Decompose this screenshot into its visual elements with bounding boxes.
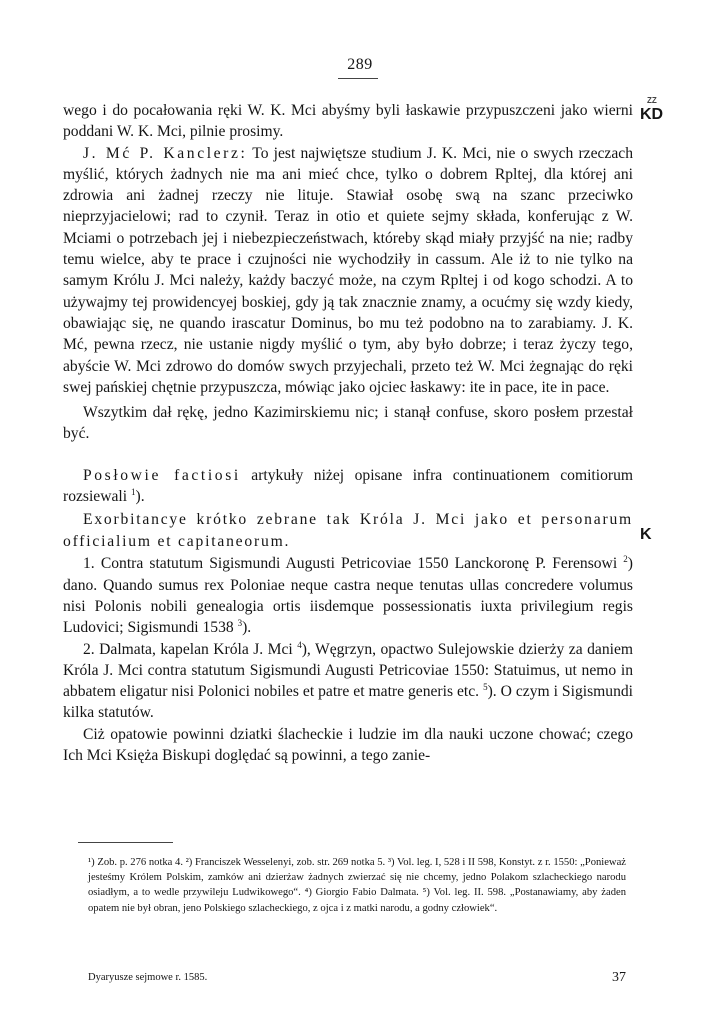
footnote-ref: 1 bbox=[131, 486, 136, 497]
margin-label-kd: KD bbox=[640, 106, 664, 123]
margin-superscript: ZZ bbox=[647, 96, 657, 105]
item-2-text: 2. Dalmata, kapelan Króla J. Mci bbox=[83, 640, 293, 658]
main-text bbox=[63, 100, 633, 766]
paragraph-item-1 bbox=[63, 553, 633, 638]
footnote-ref: 4 bbox=[297, 639, 302, 650]
item-1-continued: ) dano. Quando sumus rex Poloniae neque castra neque tenutas ullas concredere volumus nisi Polonis nobili genealogia ortis iisdemque possessionatis iuxta privilegium regis Ludovici; Sigismundi 1538 bbox=[63, 555, 633, 637]
paragraph-4-end: ). bbox=[135, 488, 145, 506]
footnote-block: ¹) Zob. p. 276 notka 4. ²) Franciszek Wesselenyi, zob. str. 269 notka 5. ³) Vol. leg. I, 528 i II 598, Konstyt. z r. 1550: „Ponieważ jesteśmy Królem Polskim, zamków ani dzierżaw żadnych zwierzać się nie chcemy, jedno Polakom szlacheckiego narodu osiadłym, a to wedle przywileju Ludwikowego“. ⁴) Giorgio Fabio Dalmata. ⁵) Vol. leg. II. 598. „Postanawiamy, aby żaden opatem nie był obran, jeno Polskiego szlacheckiego, z ojca i z matki narodu, a godny człowiek“. bbox=[88, 857, 626, 914]
signature-mark: 37 bbox=[612, 970, 626, 985]
paragraph-2 bbox=[63, 143, 633, 399]
paragraph-item-2 bbox=[63, 639, 633, 724]
paragraph-7: Ciż opatowie powinni dziatki ślacheckie i ludzie im dla nauki uczone chować; czego Ich Mci Księża Biskupi doględać są powinni, a tego zanie- bbox=[63, 725, 633, 765]
paragraph-4 bbox=[63, 465, 633, 508]
page-number: 289 bbox=[347, 56, 373, 73]
item-1-end: ). bbox=[242, 619, 252, 637]
paragraph-1: wego i do pocałowania ręki W. K. Mci abyśmy byli łaskawie przypuszczeni jako wierni poddani W. K. Mci, pilnie prosimy. bbox=[63, 102, 633, 141]
paragraph-4-lead: Posłowie factiosi bbox=[83, 466, 241, 484]
paragraph-4-text: artykuły niżej opisane infra continuationem comitiorum rozsiewali bbox=[63, 466, 633, 506]
section-heading: Exorbitancye krótko zebrane tak Króla J. Mci jako et personarum officialium et capitaneorum. bbox=[63, 511, 633, 551]
item-2-end: ). O czym i Sigismundi kilka statutów. bbox=[63, 683, 633, 722]
speaker-name: J. Mć P. Kanclerz: bbox=[83, 144, 248, 162]
page-footer bbox=[88, 972, 626, 983]
footnote-ref: 2 bbox=[623, 554, 628, 565]
footnotes bbox=[88, 855, 626, 916]
margin-label-k: K bbox=[640, 526, 652, 543]
footnote-rule bbox=[78, 842, 173, 843]
footnote-ref: 5 bbox=[483, 681, 488, 692]
paragraph-2-text: To jest najwiętsze studium J. K. Mci, nie o swych rzeczach myślić, których żadnych nie ma ani mieć chce, tylko o dobrem Rpltej, dla której ani zdrowia ani żadnej rzeczy nie lituje. Stawiał osobę swą na szanc przeciwko nieprzyjacielowi; rad to czynił. Teraz in otio et quiete sejmy składa, konferując z W. Mciami o potrzebach jej i niebezpieczeństwach, któreby skąd miały przyjść na nie; radby temu wielce, aby te prace i czujności nie wychodziły in cassum. Ale iż to nie tylko na samym Królu J. Mci należy, każdy baczyć może, na czym Rpltej i od kogo schodzi. A to używajmy tej prowidencyej boskiej, gdy ją tak znacznie znamy, a ocućmy się wzdy kiedy, obawiając się, ne quando irascatur Dominus, bo mu też podobno na to zarabiamy. J. K. Mć, pewna rzecz, nie ustanie nigdy myślić o tym, aby było dobrze; i teraz życzy tego, abyście W. Mci zdrowo do domów swych przyjechali, przeto też W. Mci żegnając do ręki swej pańskiej chętnie przypuszcza, mówiąc jako ojciec łaskawy: ite in pace, ite in pace. bbox=[63, 144, 633, 396]
item-1-text: 1. Contra statutum Sigismundi Augusti Petricoviae 1550 Lanckoronę P. Ferensowi bbox=[83, 555, 618, 573]
page-number-rule bbox=[338, 78, 378, 79]
footnote-ref: 3 bbox=[237, 618, 243, 629]
paragraph-3: Wszytkim dał rękę, jedno Kazimirskiemu nic; i stanął confuse, skoro posłem przestał być. bbox=[63, 404, 633, 443]
footer-title: Dyaryusze sejmowe r. 1585. bbox=[88, 972, 208, 983]
item-2-continued: ), Węgrzyn, opactwo Sulejowskie dzierży za daniem Króla J. Mci contra statutum Sigismundi Augusti Petricoviae 1550: Statuimus, ut nemo in abbatem eligatur nisi Polonici nobiles et patre et matre generis etc. bbox=[63, 640, 633, 701]
